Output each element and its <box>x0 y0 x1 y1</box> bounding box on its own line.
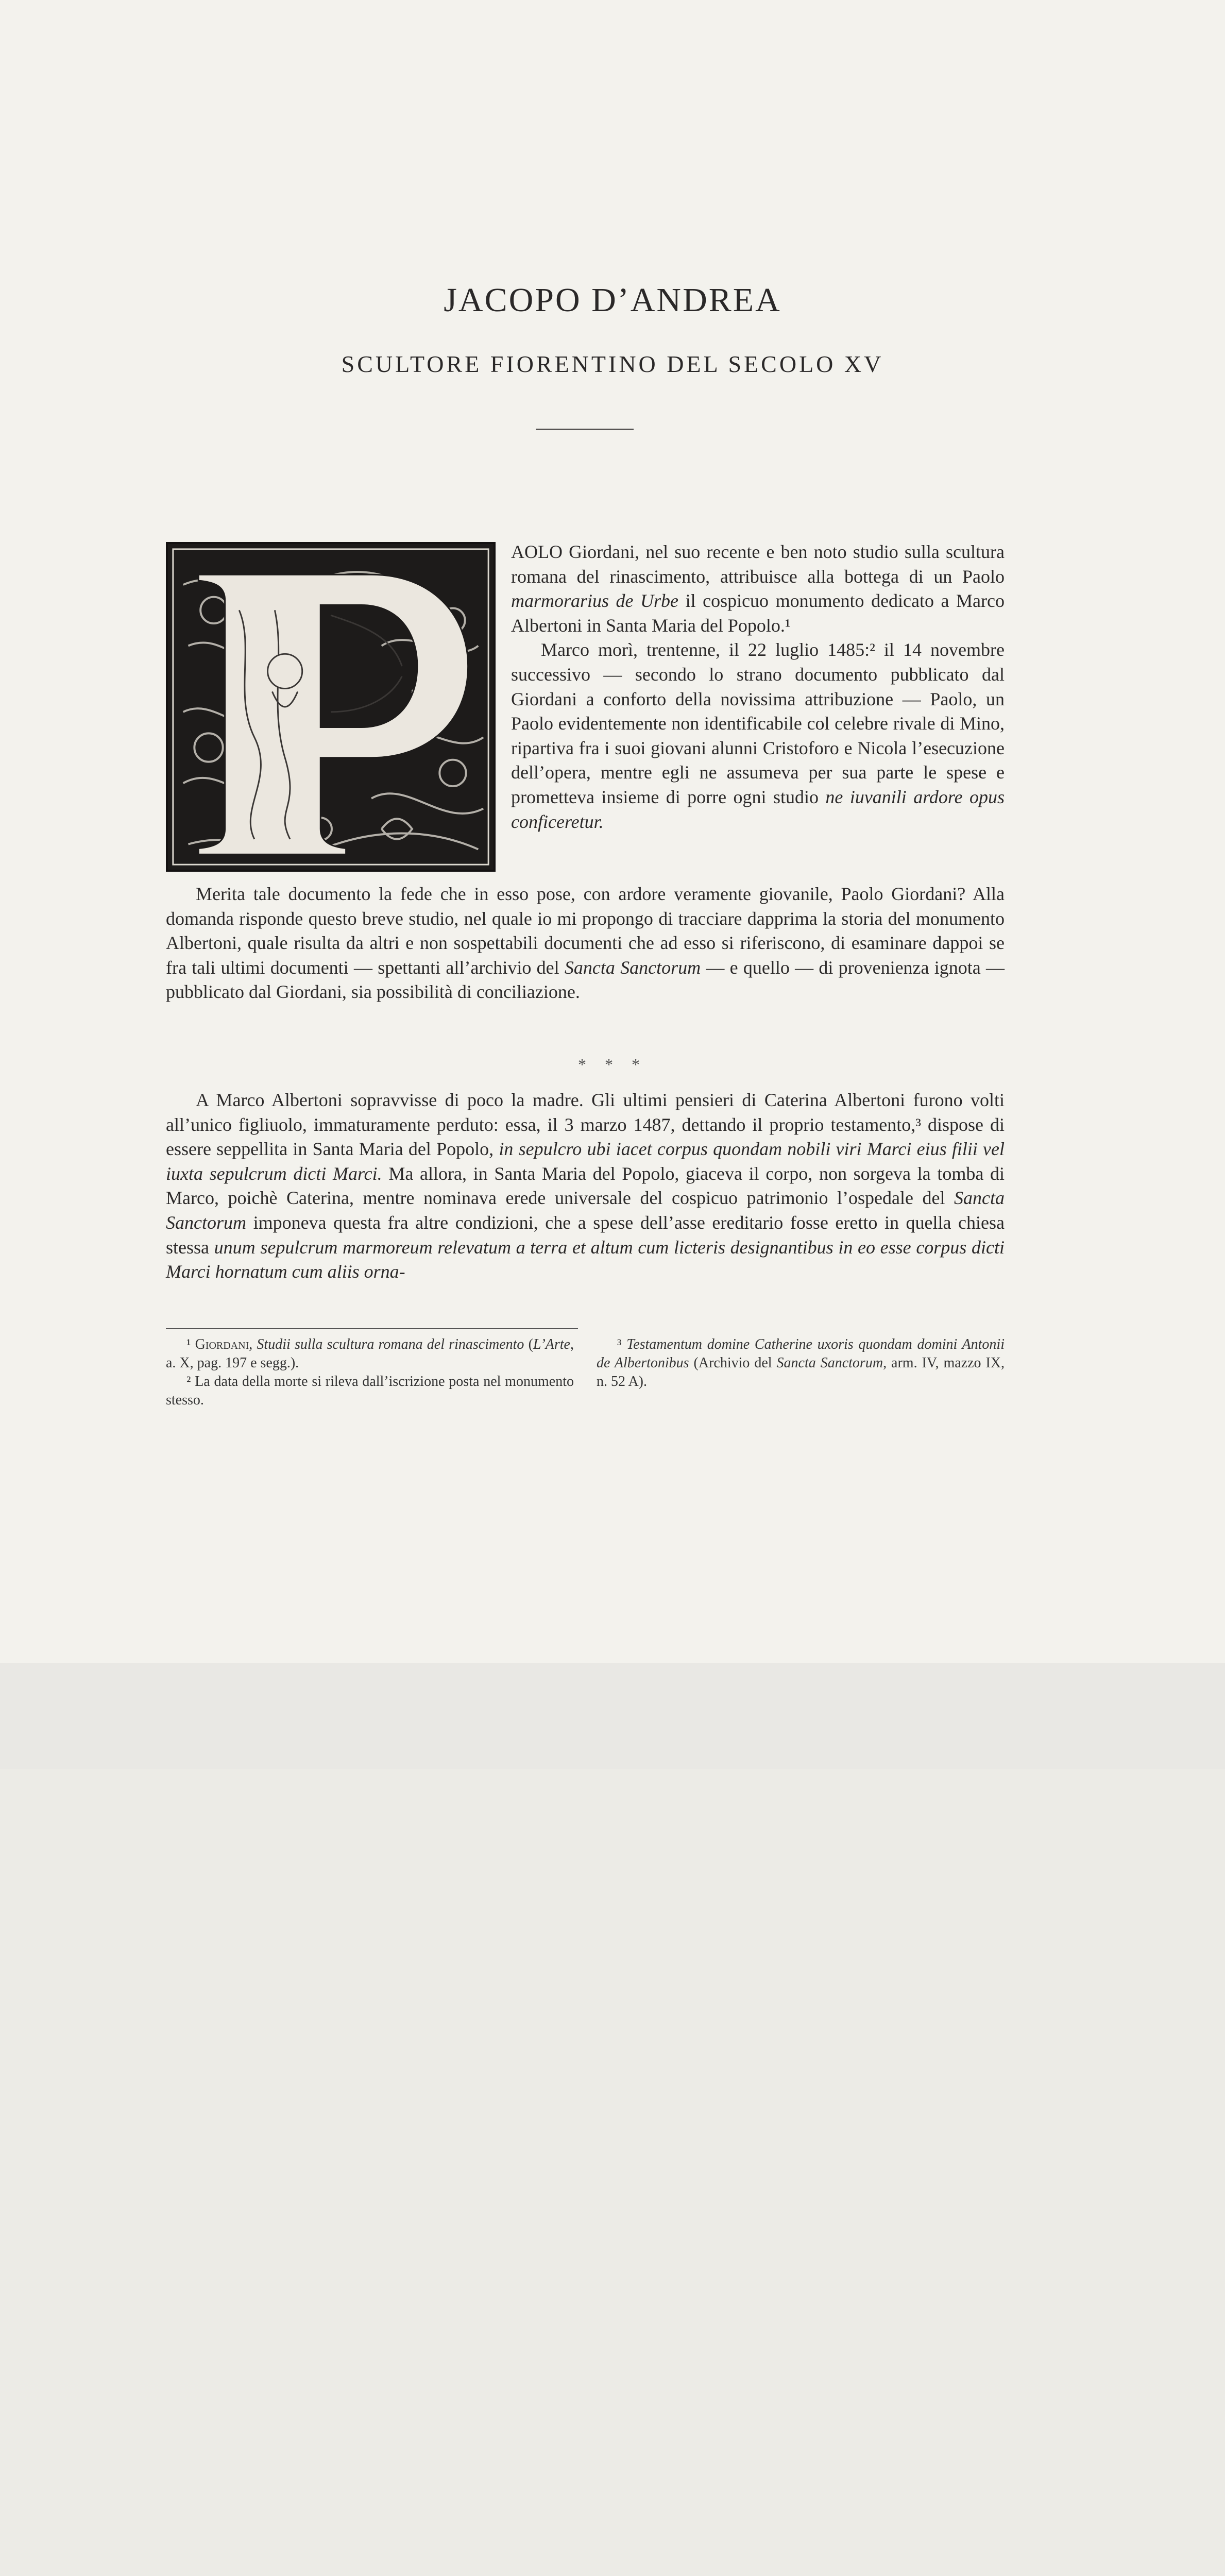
title-rule <box>536 429 634 430</box>
paragraph-1: AOLO Giordani, nel suo recente e ben noto studio sulla scultura romana del rinascimento, attribuisce alla bottega di un Paolo marmorarius de Urbe il cospicuo monumento dedicato a Marco Albertoni in Santa Maria del Popolo.¹ <box>511 541 1005 636</box>
viewer-footer <box>0 1663 1225 1769</box>
paragraph-2: Marco morì, trentenne, il 22 luglio 1485:² il 14 novembre successivo — secondo lo strano documento pubblicato dal Giordani a conforto della novissima attribuzione — Paolo, un Paolo evidentemente non identificabile col celebre rivale di Mino, ripartiva fra i suoi giovani alunni Cristoforo e Nicola l’esecuzione dell’opera, mentre egli ne assumeva per sua parte le spese e prometteva insieme di porre ogni studio ne iuvanili ardore opus conficeretur. <box>511 639 1005 832</box>
ornamental-dropcap-p <box>166 542 496 872</box>
paragraph-3: Merita tale documento la fede che in esso pose, con ardore veramente giovanile, Paolo Giordani? Alla domanda risponde questo breve studio, nel quale io mi propongo di tracciare dapprima la storia del monumento Albertoni, quale risulta da altri e non sospettabili documenti che ad esso si riferiscono, di esaminare dappoi se fra tali ultimi documenti — spettanti all’archivio del Sancta Sanctorum — e quello — di provenienza ignota — pubblicato dal Giordani, sia possibilità di conciliazione. <box>166 884 1005 1003</box>
lead-caps: AOLO <box>511 541 563 562</box>
footnote-3: ³ Testamentum domine Catherine uxoris quondam domini Antonii de Albertonibus (Archivio del Sancta Sanctorum, arm. IV, mazzo IX, n. 52 A). <box>597 1336 1005 1389</box>
paragraph-opening <box>511 540 1005 834</box>
footnote-1: ¹ Giordani, Studii sulla scultura romana del rinascimento (L’Arte, a. X, pag. 197 e segg.). <box>166 1336 574 1371</box>
dropcap-ornament-icon <box>168 544 494 870</box>
footnotes-left-column <box>166 1335 574 1410</box>
section-separator: * * * <box>578 1055 647 1074</box>
footnote-2: ² La data della morte si rileva dall’iscrizione posta nel monumento stesso. <box>166 1374 574 1408</box>
page-title: JACOPO D’ANDREA <box>444 281 781 319</box>
footnote-rule-right <box>592 1328 1005 1329</box>
footnotes-right-column <box>597 1335 1005 1391</box>
footnote-rule-left <box>166 1328 578 1329</box>
page-subtitle: SCULTORE FIORENTINO DEL SECOLO XV <box>341 351 884 377</box>
paragraph-4: A Marco Albertoni sopravvisse di poco la madre. Gli ultimi pensieri di Caterina Albertoni furono volti all’unico figliuolo, immaturamente perduto: essa, il 3 marzo 1487, dettando il proprio testamento,³ dispose di essere seppellita in Santa Maria del Popolo, in sepulcro ubi iacet corpus quondam nobili viri Marci eius filii vel iuxta sepulcrum dicti Marci. Ma allora, in Santa Maria del Popolo, giaceva il corpo, non sorgeva la tomba di Marco, poichè Caterina, mentre nominava erede universale del cospicuo patrimonio l’ospedale del Sancta Sanctorum imponeva questa fra altre condizioni, che a spese dell’asse ereditario fosse eretto in quella chiesa stessa unum sepulcrum marmoreum relevatum a terra et altum cum licteris designantibus in eo esse corpus dicti Marci hornatum cum aliis orna- <box>166 1090 1005 1282</box>
